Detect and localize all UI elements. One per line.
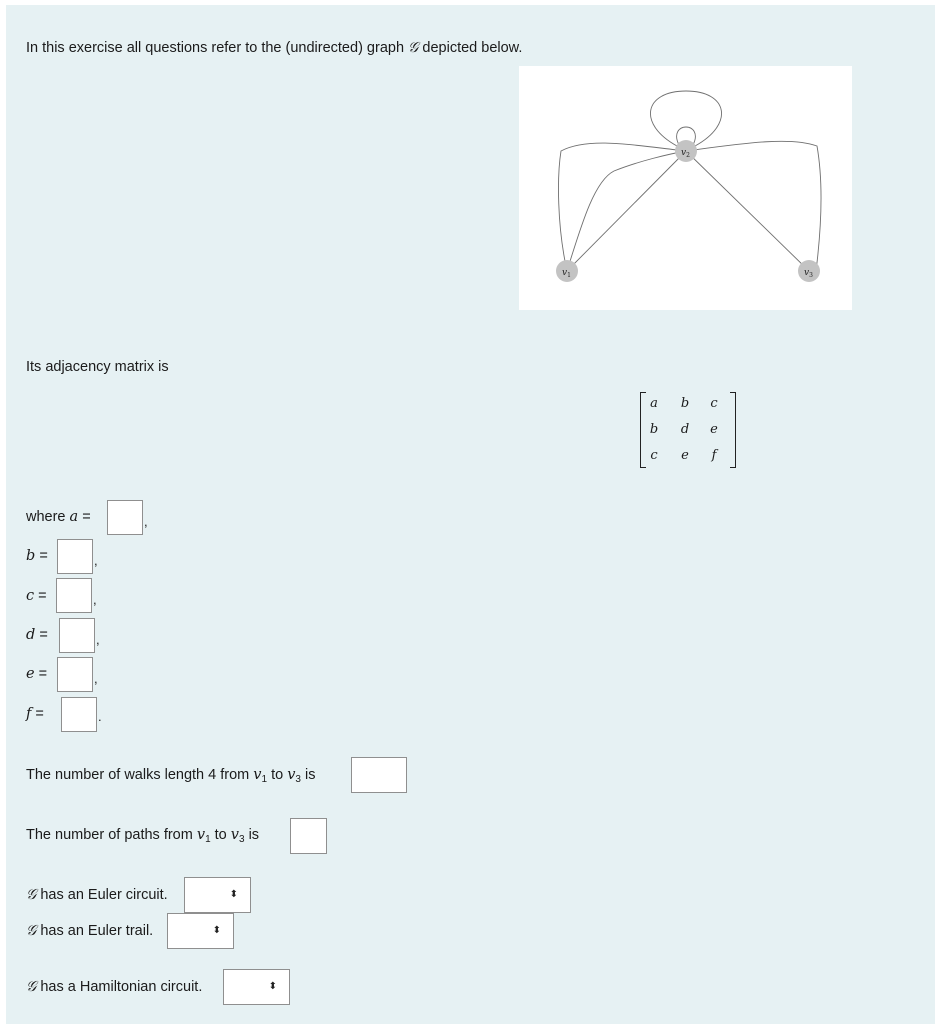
select-arrows-icon: ⬍	[268, 981, 277, 992]
hamilton-label: 𝒢 has a Hamiltonian circuit.	[26, 979, 203, 995]
e-input[interactable]	[57, 657, 93, 692]
adjacency-label: Its adjacency matrix is	[26, 359, 169, 375]
adjacency-matrix	[640, 392, 736, 468]
b-comma: ,	[94, 553, 98, 568]
matrix-right-bracket	[730, 392, 736, 468]
e-label: e =	[26, 666, 48, 682]
vertex-v2	[675, 140, 697, 162]
intro-text: In this exercise all questions refer to the (undirected) graph 𝒢 depicted below.	[26, 40, 523, 56]
d-input[interactable]	[59, 618, 95, 653]
b-input[interactable]	[57, 539, 93, 574]
edge-v1-v2-outer	[559, 143, 686, 271]
matrix-cell: f	[711, 448, 717, 463]
matrix-cell: a	[650, 396, 658, 411]
vertex-v1	[556, 260, 578, 282]
euler-trail-label: 𝒢 has an Euler trail.	[26, 923, 154, 939]
edge-v2-v3-straight	[686, 151, 809, 271]
d-comma: ,	[96, 632, 100, 647]
e-comma: ,	[94, 671, 98, 686]
graph-drawing	[519, 66, 852, 310]
matrix-cell: b	[680, 396, 690, 411]
graph-figure	[519, 66, 852, 310]
f-input[interactable]	[61, 697, 97, 732]
hamilton-select[interactable]	[223, 969, 290, 1005]
walks-question: The number of walks length 4 from $v_1$ to $v_3$ is	[26, 767, 316, 785]
b-label: b =	[26, 548, 48, 564]
svg-text:v2: $v_2$	[681, 148, 690, 159]
c-comma: ,	[93, 592, 97, 607]
a-input[interactable]	[107, 500, 143, 535]
euler-circuit-label: 𝒢 has an Euler circuit.	[26, 887, 168, 903]
matrix-cell: e	[681, 448, 689, 463]
vertex-v3	[798, 260, 820, 282]
f-period: .	[98, 709, 102, 724]
where-a-label: where a =	[26, 509, 91, 525]
euler-circuit-select[interactable]	[184, 877, 251, 913]
edge-v1-v2-straight	[567, 151, 686, 271]
matrix-cell: d	[680, 422, 690, 437]
paths-question: The number of paths from $v_1$ to $v_3$ is	[26, 827, 260, 845]
svg-text:v1: $v_1$	[562, 268, 571, 279]
select-arrows-icon: ⬍	[229, 889, 238, 900]
c-label: c =	[26, 588, 47, 604]
loop-v2-outer	[650, 91, 721, 146]
edge-v2-v3-outer	[686, 141, 821, 271]
d-label: d =	[26, 627, 48, 643]
c-input[interactable]	[56, 578, 92, 613]
f-label: f =	[26, 706, 44, 722]
matrix-cell: e	[710, 422, 718, 437]
matrix-cell: c	[710, 396, 718, 411]
matrix-cell: c	[650, 448, 658, 463]
euler-trail-select[interactable]	[167, 913, 234, 949]
walks-input[interactable]	[351, 757, 407, 793]
paths-input[interactable]	[290, 818, 327, 854]
svg-text:v3: $v_3$	[804, 268, 813, 279]
matrix-cell: b	[649, 422, 659, 437]
select-arrows-icon: ⬍	[212, 925, 221, 936]
a-comma: ,	[144, 514, 148, 529]
